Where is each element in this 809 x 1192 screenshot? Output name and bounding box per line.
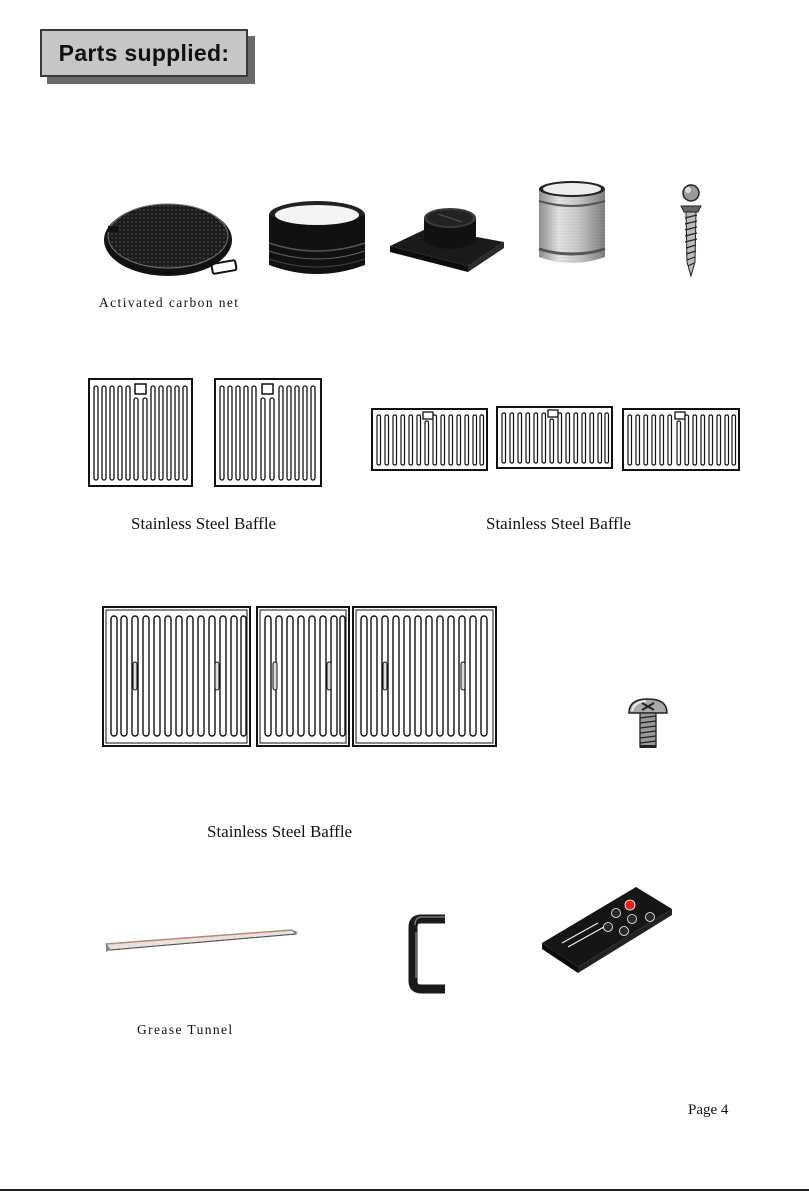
page-number: Page 4 (688, 1102, 729, 1118)
caption-grease-tunnel: Grease Tunnel (137, 1022, 234, 1037)
machine-screw-icon (626, 697, 670, 751)
caption-carbon-net: Activated carbon net (99, 295, 240, 310)
transition-adapter-icon (388, 208, 508, 278)
remote-control-icon (538, 885, 674, 975)
grease-tunnel-icon (102, 922, 300, 956)
section-title: Parts supplied: (58, 39, 230, 66)
footer-rule (0, 1189, 809, 1191)
baffle-filter-icon (214, 376, 322, 488)
baffle-filter-icon (622, 406, 740, 472)
wood-screw-icon (676, 184, 706, 280)
baffle-filter-icon (496, 404, 613, 470)
caption-baffle-row3: Stainless Steel Baffle (207, 822, 353, 841)
carbon-filter-icon (98, 196, 248, 284)
baffle-filter-icon (88, 376, 193, 488)
baffle-filter-icon (255, 604, 351, 749)
mesh-cylinder-icon (537, 179, 607, 269)
baffle-filter-icon (371, 406, 488, 472)
caption-baffle-left: Stainless Steel Baffle (131, 514, 277, 533)
handle-icon (403, 912, 447, 996)
section-header-box (40, 29, 248, 77)
baffle-filter-icon (101, 604, 252, 749)
caption-baffle-right: Stainless Steel Baffle (486, 514, 632, 533)
duct-ring-icon (266, 199, 368, 285)
baffle-filter-icon (351, 604, 498, 749)
